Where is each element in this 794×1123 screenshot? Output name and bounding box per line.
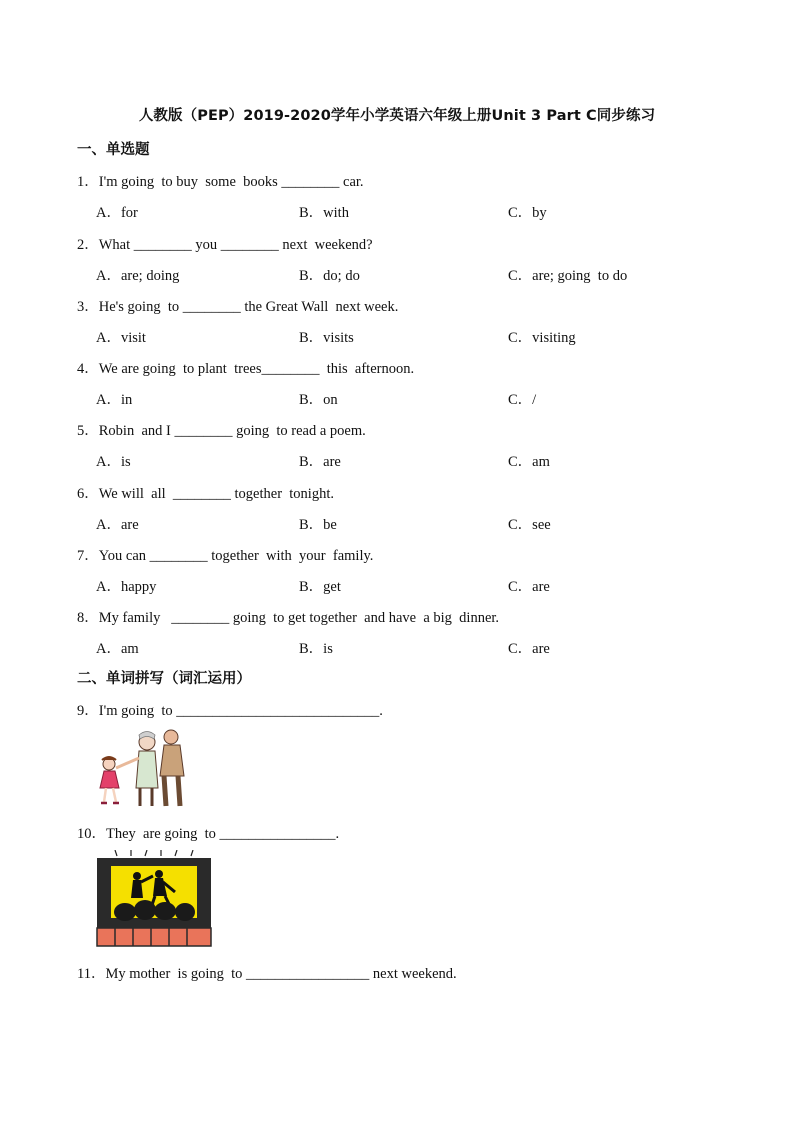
q8-option-c[interactable]: C．are bbox=[508, 641, 550, 657]
section-heading-spelling: 二、单词拼写（词汇运用） bbox=[77, 671, 251, 687]
theater-stage-audience-illustration bbox=[95, 850, 213, 948]
page-title: 人教版（PEP）2019-2020学年小学英语六年级上册Unit 3 Part C同步练习 bbox=[138, 108, 656, 124]
q6-option-b[interactable]: B．be bbox=[299, 517, 337, 533]
question-10: 10．They are going to ________________. bbox=[77, 826, 340, 842]
q6-option-c[interactable]: C．see bbox=[508, 517, 551, 533]
family-visiting-grandparents-illustration bbox=[94, 726, 196, 810]
question-1: 1．I'm going to buy some books ________ car. bbox=[77, 174, 364, 190]
question-2: 2．What ________ you ________ next weekend? bbox=[77, 237, 373, 253]
q1-option-a[interactable]: A．for bbox=[96, 205, 138, 221]
section-heading-single-choice: 一、单选题 bbox=[77, 142, 150, 158]
q5-option-b[interactable]: B．are bbox=[299, 454, 341, 470]
q7-option-a[interactable]: A．happy bbox=[96, 579, 157, 595]
q4-option-b[interactable]: B．on bbox=[299, 392, 338, 408]
question-6: 6．We will all ________ together tonight. bbox=[77, 486, 334, 502]
question-11: 11．My mother is going to _________________ next weekend. bbox=[77, 966, 457, 982]
question-8: 8．My family ________ going to get together and have a big dinner. bbox=[77, 610, 500, 626]
q4-option-a[interactable]: A．in bbox=[96, 392, 133, 408]
q2-option-a[interactable]: A．are; doing bbox=[96, 268, 180, 284]
q5-option-c[interactable]: C．am bbox=[508, 454, 550, 470]
q8-option-b[interactable]: B．is bbox=[299, 641, 333, 657]
q5-option-a[interactable]: A．is bbox=[96, 454, 131, 470]
question-3: 3．He's going to ________ the Great Wall next week. bbox=[77, 299, 399, 315]
q1-option-c[interactable]: C．by bbox=[508, 205, 547, 221]
q4-option-c[interactable]: C．/ bbox=[508, 392, 537, 408]
question-4: 4．We are going to plant trees________ this afternoon. bbox=[77, 361, 415, 377]
q3-option-c[interactable]: C．visiting bbox=[508, 330, 576, 346]
q1-option-b[interactable]: B．with bbox=[299, 205, 349, 221]
q2-option-b[interactable]: B．do; do bbox=[299, 268, 360, 284]
question-7: 7．You can ________ together with your family. bbox=[77, 548, 374, 564]
question-5: 5．Robin and I ________ going to read a poem. bbox=[77, 423, 366, 439]
q6-option-a[interactable]: A．are bbox=[96, 517, 139, 533]
question-9: 9．I'm going to ____________________________. bbox=[77, 703, 383, 719]
q7-option-b[interactable]: B．get bbox=[299, 579, 341, 595]
q7-option-c[interactable]: C．are bbox=[508, 579, 550, 595]
q2-option-c[interactable]: C．are; going to do bbox=[508, 268, 628, 284]
q8-option-a[interactable]: A．am bbox=[96, 641, 139, 657]
q3-option-a[interactable]: A．visit bbox=[96, 330, 146, 346]
q3-option-b[interactable]: B．visits bbox=[299, 330, 354, 346]
